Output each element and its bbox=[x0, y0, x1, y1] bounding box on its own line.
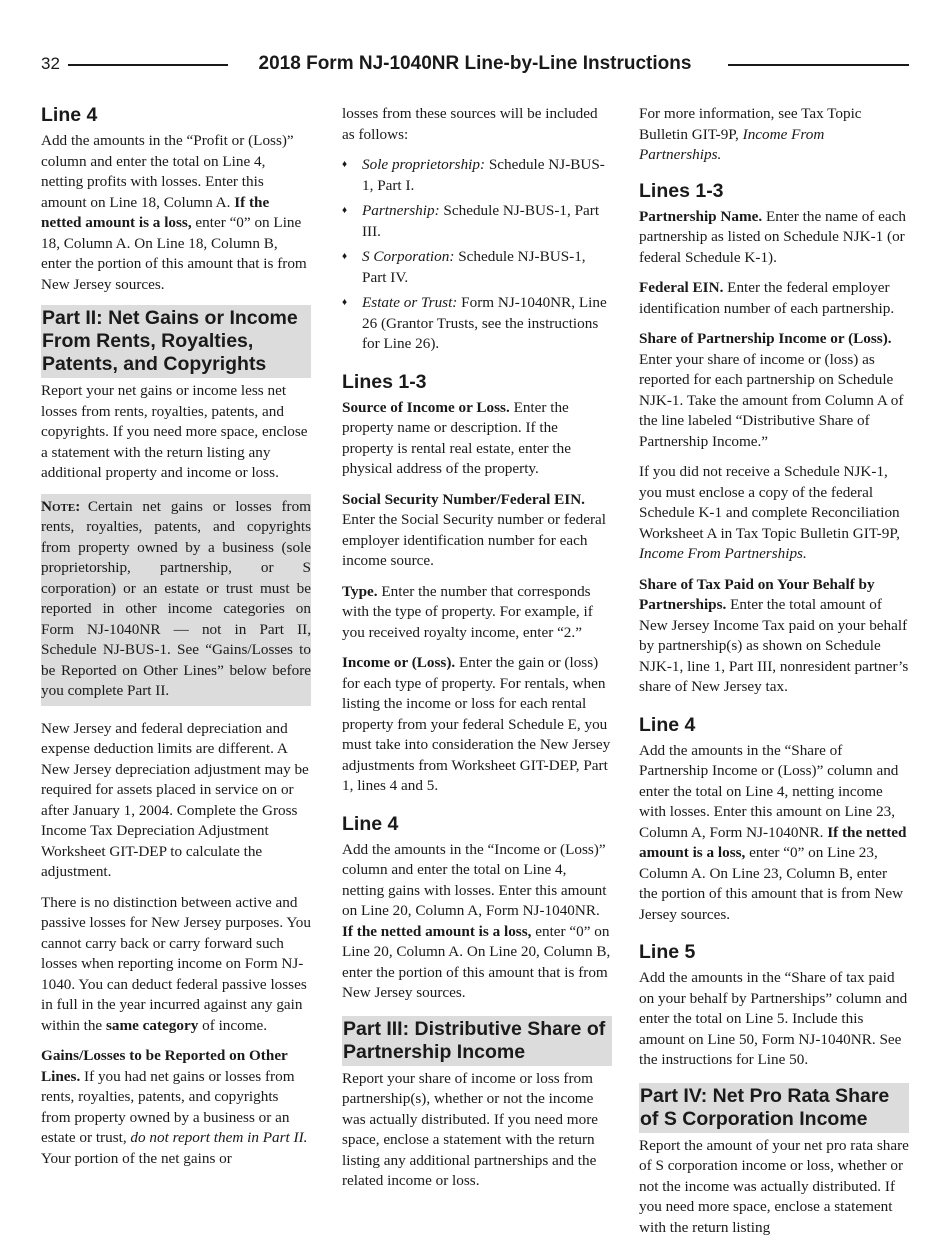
passive-losses-paragraph: There is no distinction between active and passive losses for New Jersey purposes. You cannot carry back or carry forward such losses when reporting income on Form NJ-1040. You can deduct federal passive losses in full in the year incurred against any gain within the same category of income. bbox=[41, 893, 311, 1034]
line-4-paragraph: Add the amounts in the “Share of Partnership Income or (Loss)” column and enter the total on Line 4, netting income with losses. Enter this amount on Line 23, Column A, Form NJ-1040NR. If the netted amount is a loss, enter “0” on Line 23, Column A. On Line 23, Column B, enter the portion of this amount that is from New Jersey sources. bbox=[639, 741, 907, 923]
page-title: 2018 Form NJ-1040NR Line-by-Line Instructions bbox=[258, 53, 692, 74]
share-of-tax-paragraph: Share of Tax Paid on Your Behalf by Partnerships. Enter the total amount of New Jersey Income Tax paid on your behalf by partnership(s) as shown on Schedule NJK-1, line 1, Part III, nonresident partner’s share of New Jersey tax. bbox=[639, 575, 909, 695]
list-item: ♦ Partnership: Schedule NJ-BUS-1, Part III. bbox=[342, 202, 600, 240]
type-paragraph: Type. Enter the number that corresponds with the type of property. For example, if you received royalty income, enter “2.” bbox=[342, 582, 593, 641]
line-4-paragraph: Add the amounts in the “Income or (Loss)” column and enter the total on Line 4, netting gains with losses. Enter this amount on Line 20, Column A, Form NJ-1040NR. If the netted amount is a loss, enter “0” on Line 20, Column A. On Line 20, Column B, enter the portion of this amount that is from New Jersey sources. bbox=[342, 840, 611, 1001]
section-heading-part-3: Part III: Distributive Share of Partnership Income bbox=[342, 1016, 612, 1066]
diamond-bullet-icon: ♦ bbox=[342, 159, 348, 170]
list-item: ♦ S Corporation: Schedule NJ-BUS-1, Part IV. bbox=[342, 248, 586, 286]
note-text: Certain net gains or losses from rents, royalties, patents, and copyrights from property owned by a business (sole proprietorship, partnership, or S corporation) or an estate or trust must be reported in other income categories on Form NJ-1040NR — not in Part II, Schedule NJ-BUS-1. See “Gains/Losses to be Reported on Other Lines” below before you complete Part II. bbox=[41, 497, 311, 699]
page-number: 32 bbox=[41, 54, 60, 73]
section-heading-line-4: Line 4 bbox=[639, 713, 696, 736]
column-2 bbox=[342, 104, 612, 1202]
section-heading-line-4: Line 4 bbox=[41, 104, 98, 126]
depreciation-paragraph: New Jersey and federal depreciation and expense deduction limits are different. A New Jersey depreciation adjustment may be required for assets placed in service on or after January 1, 2004. Complete the Gross Income Tax Depreciation Adjustment Worksheet GIT-DEP to calculate the adjustment. bbox=[41, 719, 309, 880]
share-of-income-paragraph: Share of Partnership Income or (Loss). Enter your share of income or (loss) as reported for each partnership on Schedule NJK-1. Take the amount from Column A of the line labeled “Distributive Share of Partnership Income.” bbox=[639, 330, 904, 450]
list-item: ♦ Estate or Trust: Form NJ-1040NR, Line 26 (Grantor Trusts, see the instructions for Line 26). bbox=[342, 294, 607, 352]
line-4-paragraph: Add the amounts in the “Profit or (Loss)” column and enter the total on Line 4, netting profits with losses. Enter this amount on Line 18, Column A. If the netted amount is a loss, enter “0” on Line 18, Column A. On Line 18, Column B, enter the portion of this amount that is from New Jersey sources. bbox=[41, 132, 307, 293]
column-1 bbox=[41, 104, 311, 1179]
no-njk1-paragraph: If you did not receive a Schedule NJK-1, you must enclose a copy of the federal Schedule K-1 and complete Reconciliation Worksheet A in Tax Topic Bulletin GIT-9P, Income From Partnerships. bbox=[639, 463, 900, 562]
section-heading-lines-1-3: Lines 1-3 bbox=[639, 179, 724, 202]
source-of-income-paragraph: Source of Income or Loss. Enter the property name or description. If the property is rental real estate, enter the physical address of the property. bbox=[342, 398, 571, 477]
diamond-bullet-icon: ♦ bbox=[342, 251, 348, 262]
part-4-intro-paragraph: Report the amount of your net pro rata share of S corporation income or loss, whether or not the income was actually distributed. If you need more space, enclose a statement with the return listing bbox=[639, 1136, 909, 1236]
income-or-loss-paragraph: Income or (Loss). Enter the gain or (loss) for each type of property. For rentals, when listing the income or loss for each rental property from your federal Schedule E, you must take into consideration the New Jersey adjustments from Worksheet GIT-DEP, Part 1, lines 4 and 5. bbox=[342, 654, 611, 794]
partnership-name-paragraph: Partnership Name. Enter the name of each partnership as listed on Schedule NJK-1 (or federal Schedule K-1). bbox=[639, 207, 906, 266]
federal-ein-paragraph: Federal EIN. Enter the federal employer identification number of each partnership. bbox=[639, 279, 895, 317]
header-rule-left bbox=[68, 64, 228, 66]
part-3-intro-paragraph: Report your share of income or loss from partnership(s), whether or not the income was actually distributed. If you need more space, enclose a statement with the return listing any additional partnerships and the related income or loss. bbox=[342, 1069, 598, 1189]
part-2-intro-paragraph: Report your net gains or income less net losses from rents, royalties, patents, and copyrights. If you need more space, enclose a statement with the return listing any additional property and income or loss. bbox=[41, 382, 308, 481]
list-item: ♦ Sole proprietorship: Schedule NJ-BUS-1, Part I. bbox=[342, 156, 605, 194]
line-5-paragraph: Add the amounts in the “Share of tax paid on your behalf by Partnerships” column and enter the total on Line 5. Include this amount on Line 50, Form NJ-1040NR. See the instructions for Line 50. bbox=[639, 969, 908, 1068]
ssn-ein-paragraph: Social Security Number/Federal EIN. Enter the Social Security number or federal employer identification number for each income source. bbox=[342, 490, 606, 569]
more-info-paragraph: For more information, see Tax Topic Bulletin GIT-9P, Income From Partnerships. bbox=[639, 105, 862, 163]
continued-paragraph: losses from these sources will be included as follows: bbox=[342, 105, 598, 143]
income-sources-list bbox=[342, 155, 612, 355]
section-heading-part-4: Part IV: Net Pro Rata Share of S Corporation Income bbox=[639, 1083, 909, 1133]
section-heading-part-2: Part II: Net Gains or Income From Rents, Royalties, Patents, and Copyrights bbox=[41, 305, 311, 378]
diamond-bullet-icon: ♦ bbox=[342, 297, 348, 308]
section-heading-lines-1-3: Lines 1-3 bbox=[342, 370, 427, 393]
header-rule-right bbox=[728, 64, 909, 66]
section-heading-line-4: Line 4 bbox=[342, 812, 399, 835]
column-3 bbox=[639, 104, 909, 1248]
gains-losses-other-lines-paragraph: Gains/Losses to be Reported on Other Lines. If you had net gains or losses from rents, royalties, patents, and copyrights from property owned by a business or an estate or trust, do not report them in Part II. Your portion of the net gains or bbox=[41, 1047, 308, 1167]
section-heading-line-5: Line 5 bbox=[639, 941, 696, 963]
note-label: Note: bbox=[41, 497, 81, 515]
diamond-bullet-icon: ♦ bbox=[342, 205, 348, 216]
note-box bbox=[41, 494, 311, 706]
